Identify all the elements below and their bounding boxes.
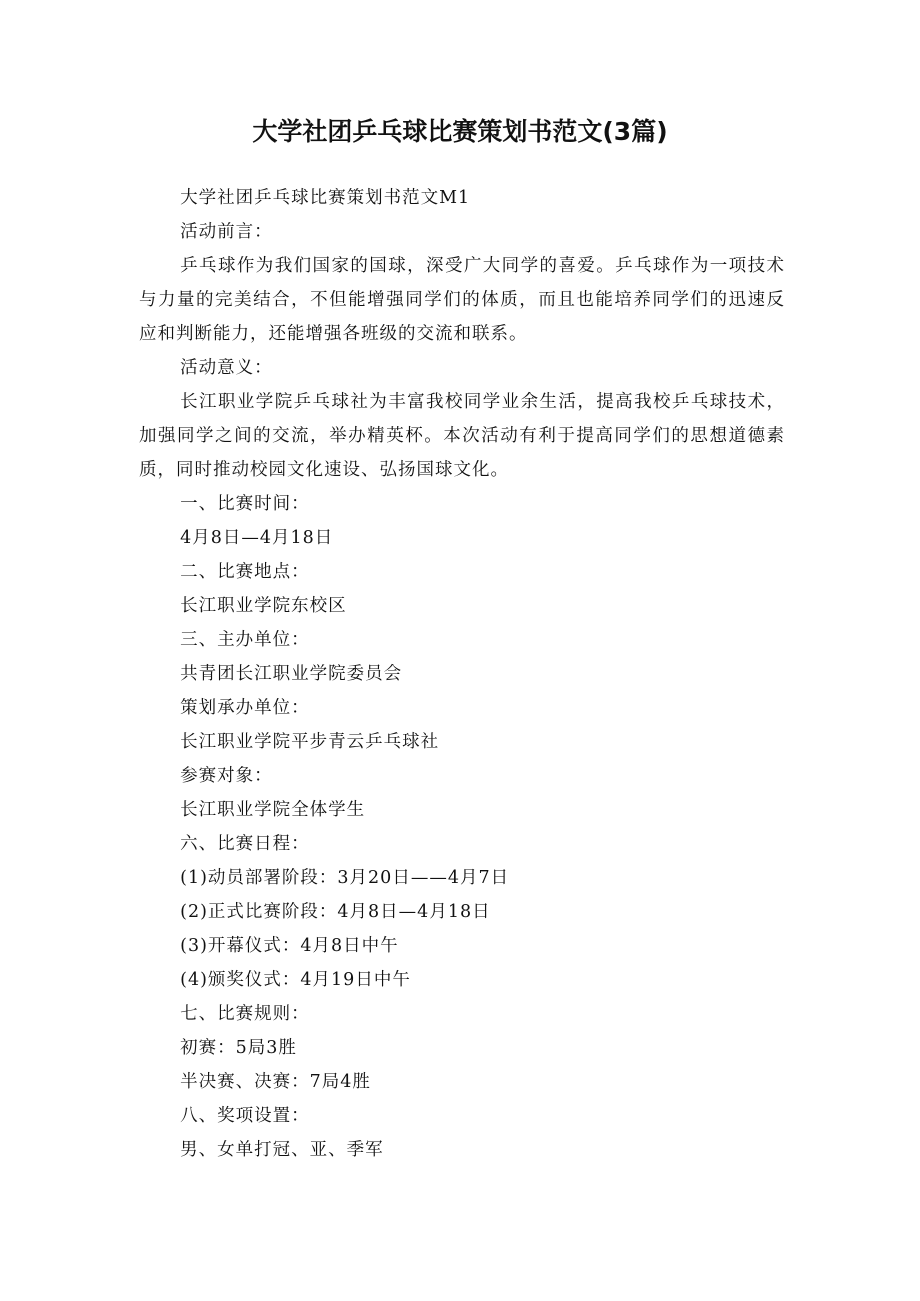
section-heading: 一、比赛时间： [180,494,310,514]
schedule-item: (4)颁奖仪式：4月19日中午 [180,970,411,990]
rule-item: 半决赛、决赛：7局4胜 [180,1072,371,1092]
document-title: 大学社团乒乓球比赛策划书范文(3篇) [252,117,668,146]
section-heading: 七、比赛规则： [180,1004,310,1024]
detail-line: 长江职业学院平步青云乒乓球社 [180,732,440,752]
document-body [139,181,785,1167]
detail-line: 长江职业学院全体学生 [180,800,366,820]
body-paragraph: 乒乓球作为我们国家的国球，深受广大同学的喜爱。乒乓球作为一项技术与力量的完美结合，不但能增强同学们的体质，而且也能培养同学们的迅速反应和判断能力，还能增强各班级的交流和联系。 [139,256,785,344]
section-heading: 八、奖项设置： [180,1106,310,1126]
section-heading: 活动意义： [180,358,273,378]
schedule-item: (2)正式比赛阶段：4月8日—4月18日 [180,902,491,922]
section-heading: 三、主办单位： [180,630,310,650]
section-heading: 策划承办单位： [180,698,310,718]
detail-line: 4月8日—4月18日 [180,528,334,548]
detail-line: 共青团长江职业学院委员会 [180,664,403,684]
body-paragraph: 长江职业学院乒乓球社为丰富我校同学业余生活，提高我校乒乓球技术，加强同学之间的交流，举办精英杯。本次活动有利于提高同学们的思想道德素质，同时推动校园文化速设、弘扬国球文化。 [139,392,785,480]
schedule-item: (3)开幕仪式：4月8日中午 [180,936,399,956]
section-heading: 活动前言： [180,222,273,242]
rule-item: 初赛：5局3胜 [180,1038,297,1058]
section-heading: 二、比赛地点： [180,562,310,582]
schedule-item: (1)动员部署阶段：3月20日——4月7日 [180,868,510,888]
section-heading: 参赛对象： [180,766,273,786]
detail-line: 长江职业学院东校区 [180,596,347,616]
subtitle-line: 大学社团乒乓球比赛策划书范文M1 [180,188,471,208]
section-heading: 六、比赛日程： [180,834,310,854]
award-item: 男、女单打冠、亚、季军 [180,1140,384,1160]
